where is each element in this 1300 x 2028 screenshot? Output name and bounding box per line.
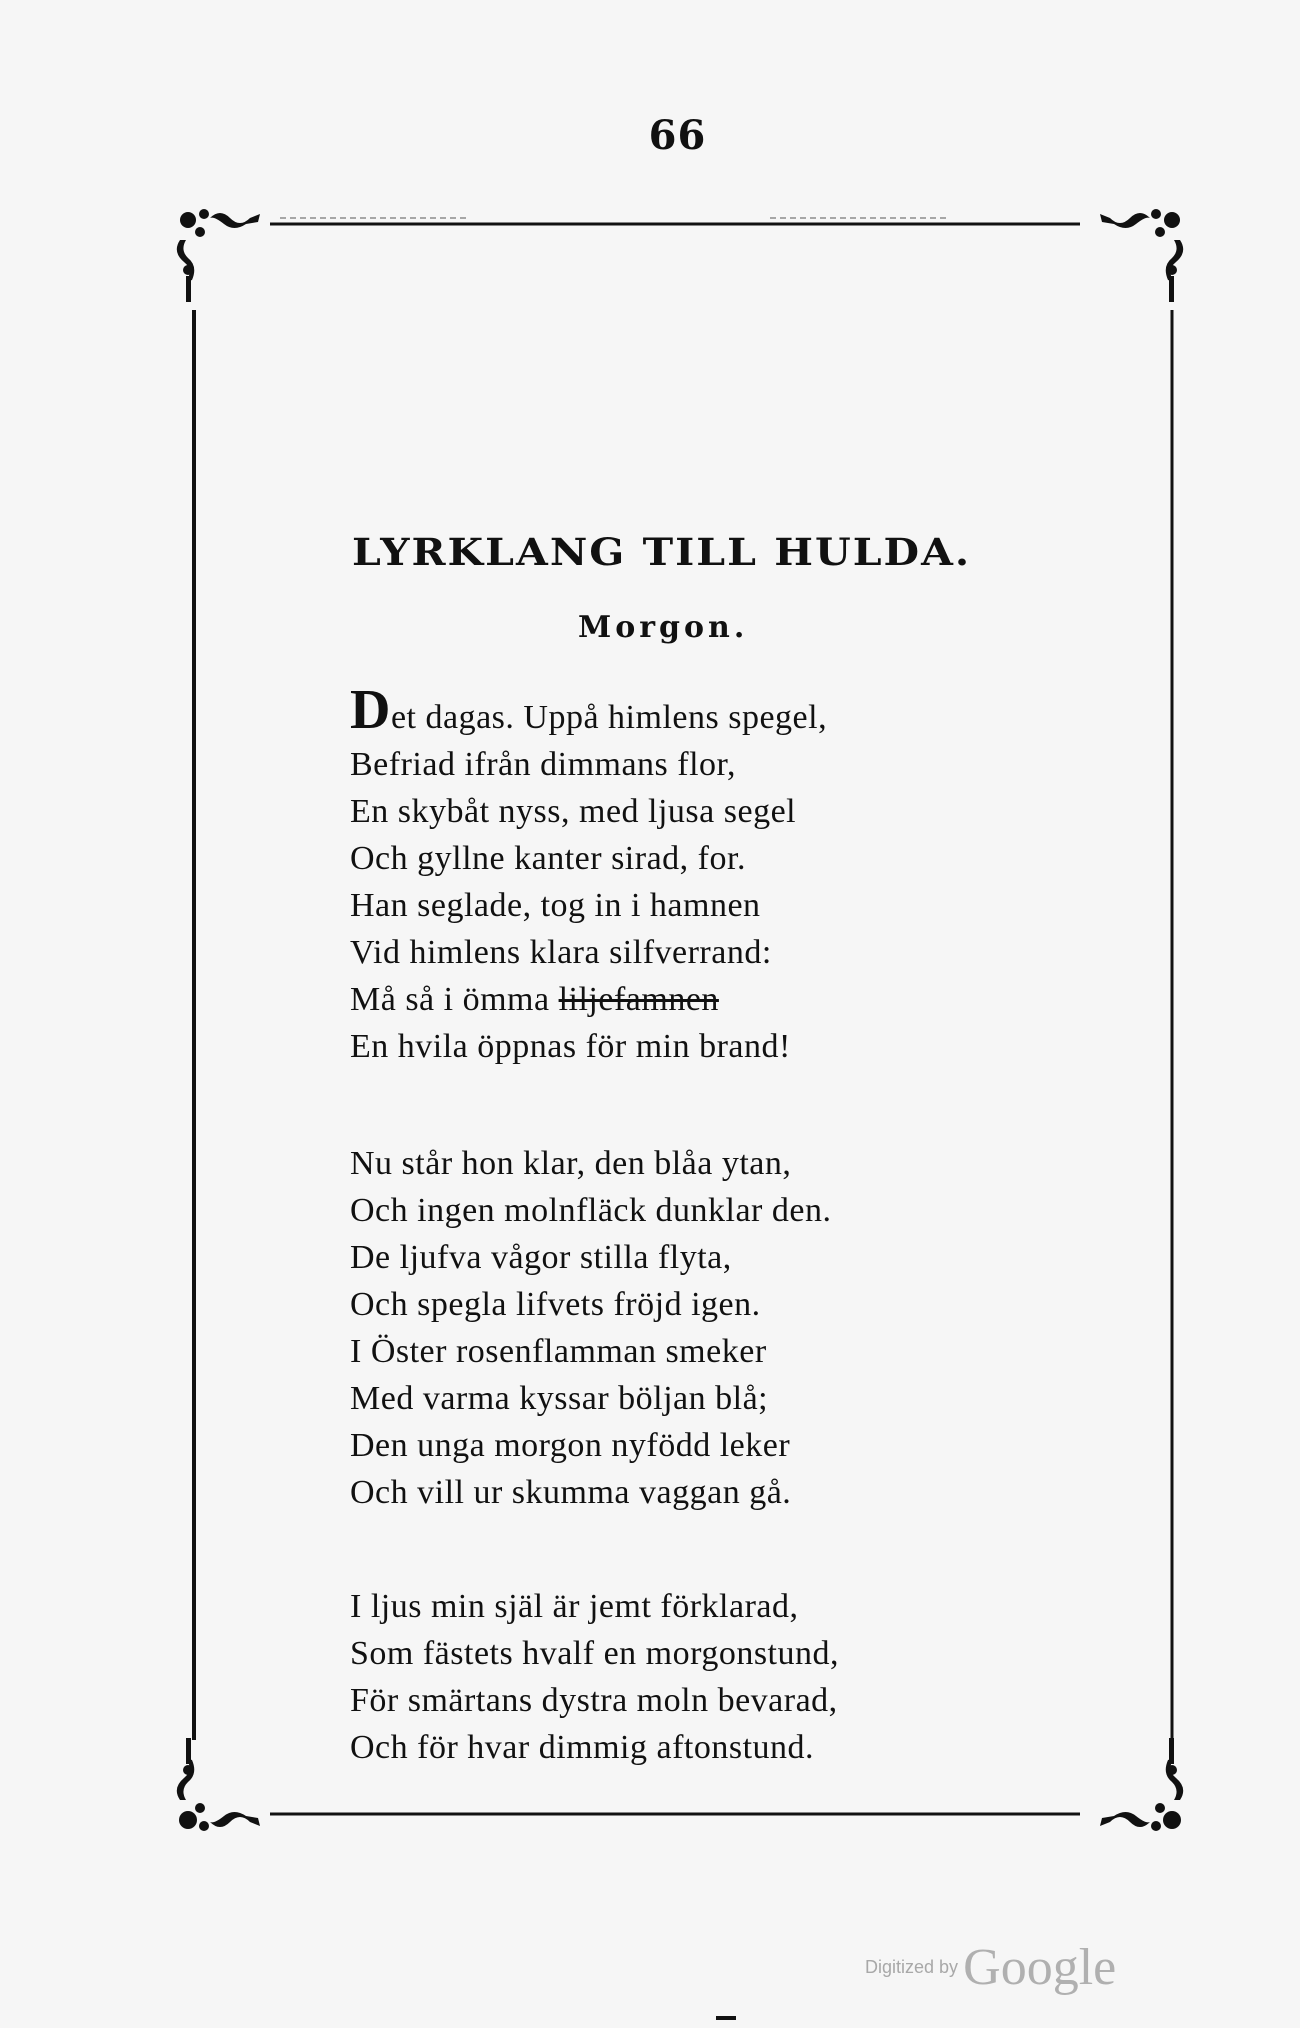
poem-line: Nu står hon klar, den blåa ytan, xyxy=(350,1145,792,1182)
poem-line: I Öster rosenflamman smeker xyxy=(350,1333,767,1370)
poem-line: Som fästets hvalf en morgonstund, xyxy=(350,1635,839,1672)
bottom-mark xyxy=(716,2016,736,2020)
poem-line: Och ingen molnfläck dunklar den. xyxy=(350,1192,832,1229)
poem-title: LYRKLANG TILL HULDA. xyxy=(352,530,972,575)
poem-line: Och vill ur skumma vaggan gå. xyxy=(350,1474,792,1511)
poem-line: Och spegla lifvets fröjd igen. xyxy=(350,1286,761,1323)
poem-line: Och för hvar dimmig aftonstund. xyxy=(350,1729,815,1766)
drop-cap: D xyxy=(350,679,391,741)
google-logo: Google xyxy=(963,1939,1117,1996)
poem-line: För smärtans dystra moln bevarad, xyxy=(350,1682,838,1719)
poem-line: Vid himlens klara silfverrand: xyxy=(350,934,772,971)
poem-line xyxy=(350,679,950,741)
poem-line: De ljufva vågor stilla flyta, xyxy=(350,1239,732,1276)
stanza-3 xyxy=(350,1583,950,1771)
poem-line: Befriad ifrån dimmans flor, xyxy=(350,746,737,783)
struck-word: liljefamnen xyxy=(558,981,719,1018)
corner-ornament-bottom-left xyxy=(177,1738,260,1831)
corner-ornament-top-right xyxy=(1100,209,1183,302)
corner-ornament-top-left xyxy=(177,209,260,302)
line-text: et dagas. Uppå himlens spegel, xyxy=(390,699,828,736)
line-text: Må så i ömma xyxy=(350,981,559,1018)
poem-subtitle: Morgon. xyxy=(578,610,749,645)
poem-line: Och gyllne kanter sirad, for. xyxy=(350,840,746,877)
corner-ornament-bottom-right xyxy=(1100,1738,1183,1831)
poem-line: I ljus min själ är jemt förklarad, xyxy=(350,1588,799,1625)
digitized-label: Digitized by xyxy=(865,1957,959,1977)
poem-line: En skybåt nyss, med ljusa segel xyxy=(350,793,797,830)
stanza-1 xyxy=(350,679,950,1070)
poem-line: Den unga morgon nyfödd leker xyxy=(350,1427,791,1464)
poem-line xyxy=(350,976,950,1023)
stanza-2 xyxy=(350,1140,950,1516)
digitized-by-watermark xyxy=(865,1938,1116,1997)
poem-line: En hvila öppnas för min brand! xyxy=(350,1028,791,1065)
poem-line: Han seglade, tog in i hamnen xyxy=(350,887,761,924)
page-number: 66 xyxy=(648,112,707,159)
poem-line: Med varma kyssar böljan blå; xyxy=(350,1380,769,1417)
